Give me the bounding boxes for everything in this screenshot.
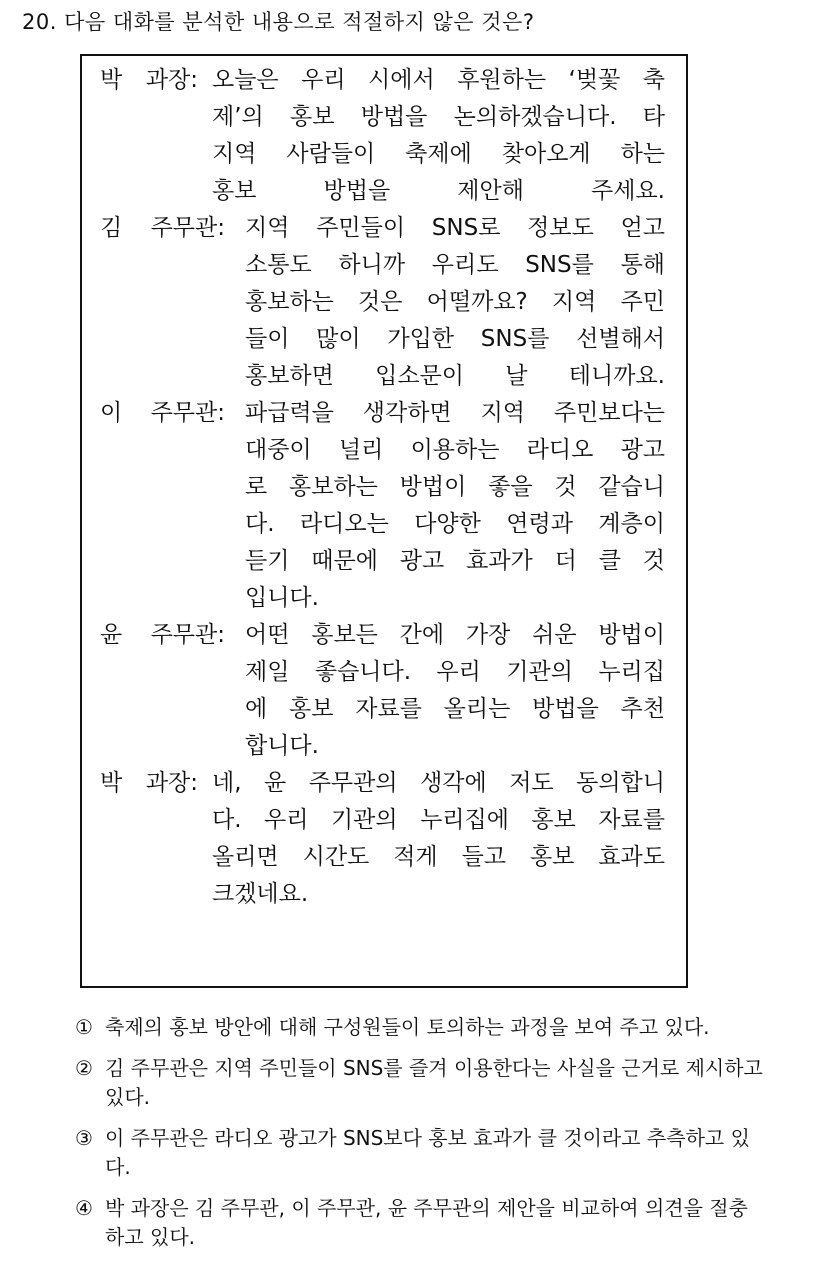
dialogue-line	[100, 654, 665, 691]
dialogue-line	[100, 432, 665, 469]
option-text: 박 과장은 김 주무관, 이 주무관, 윤 주무관의 제안을 비교하여 의견을 절충하고 있다.	[105, 1196, 748, 1249]
answer-option[interactable]	[75, 1013, 765, 1042]
dialogue	[100, 62, 665, 913]
answer-option[interactable]	[75, 1194, 765, 1252]
dialogue-text: 파급력을 생각하면 지역 주민보다는	[245, 400, 665, 426]
dialogue-line	[100, 136, 665, 173]
dialogue-line	[100, 99, 665, 136]
dialogue-text: 홍보하면 입소문이 날 테니까요.	[245, 363, 665, 389]
dialogue-line	[100, 210, 665, 247]
speaker-label: 김 주무관:	[100, 215, 225, 241]
speaker-label: 윤 주무관:	[100, 622, 225, 648]
dialogue-text: 로 홍보하는 방법이 좋을 것 같습니	[245, 474, 665, 500]
dialogue-line	[100, 321, 665, 358]
dialogue-line	[100, 173, 665, 210]
dialogue-line	[100, 469, 665, 506]
answer-option[interactable]	[75, 1124, 765, 1182]
dialogue-line	[100, 358, 665, 395]
dialogue-line	[100, 284, 665, 321]
option-number: ④	[75, 1196, 93, 1220]
dialogue-text: 홍보하는 것은 어떨까요? 지역 주민	[245, 289, 665, 315]
dialogue-text: 다. 라디오는 다양한 연령과 계층이	[245, 511, 665, 537]
dialogue-text: 오늘은 우리 시에서 후원하는 ‘벚꽃 축	[212, 67, 665, 93]
dialogue-line	[100, 839, 665, 876]
dialogue-line	[100, 395, 665, 432]
dialogue-text: 지역 주민들이 SNS로 정보도 얻고	[245, 215, 665, 241]
dialogue-line	[100, 876, 665, 913]
dialogue-line	[100, 617, 665, 654]
option-number: ①	[75, 1015, 93, 1039]
dialogue-text: 입니다.	[245, 585, 319, 611]
dialogue-line	[100, 247, 665, 284]
dialogue-text: 크겠네요.	[212, 881, 309, 907]
option-number: ③	[75, 1126, 93, 1150]
dialogue-text: 다. 우리 기관의 누리집에 홍보 자료를	[212, 807, 665, 833]
dialogue-line	[100, 802, 665, 839]
dialogue-text: 에 홍보 자료를 올리는 방법을 추천	[245, 696, 665, 722]
dialogue-line	[100, 543, 665, 580]
dialogue-text: 듣기 때문에 광고 효과가 더 클 것	[245, 548, 665, 574]
dialogue-text: 지역 사람들이 축제에 찾아오게 하는	[212, 141, 665, 167]
answer-options	[75, 1013, 765, 1264]
question-title: 20. 다음 대화를 분석한 내용으로 적절하지 않은 것은?	[22, 10, 535, 34]
dialogue-text: 네, 윤 주무관의 생각에 저도 동의합니	[212, 770, 665, 796]
dialogue-text: 올리면 시간도 적게 들고 홍보 효과도	[212, 844, 665, 870]
option-text: 김 주무관은 지역 주민들이 SNS를 즐겨 이용한다는 사실을 근거로 제시하고 있다.	[105, 1056, 763, 1109]
dialogue-line	[100, 765, 665, 802]
option-text: 축제의 홍보 방안에 대해 구성원들이 토의하는 과정을 보여 주고 있다.	[105, 1015, 710, 1039]
speaker-label: 이 주무관:	[100, 400, 225, 426]
answer-option[interactable]	[75, 1054, 765, 1112]
dialogue-line	[100, 62, 665, 99]
dialogue-text: 홍보 방법을 제안해 주세요.	[212, 178, 665, 204]
speaker-label: 박 과장:	[100, 67, 198, 93]
dialogue-line	[100, 580, 665, 617]
dialogue-line	[100, 691, 665, 728]
speaker-label: 박 과장:	[100, 770, 198, 796]
dialogue-line	[100, 728, 665, 765]
option-number: ②	[75, 1056, 93, 1080]
dialogue-text: 어떤 홍보든 간에 가장 쉬운 방법이	[245, 622, 665, 648]
option-text: 이 주무관은 라디오 광고가 SNS보다 홍보 효과가 클 것이라고 추측하고 있다.	[105, 1126, 750, 1179]
dialogue-text: 소통도 하니까 우리도 SNS를 통해	[245, 252, 665, 278]
dialogue-text: 제’의 홍보 방법을 논의하겠습니다. 타	[212, 104, 665, 130]
dialogue-text: 합니다.	[245, 733, 319, 759]
dialogue-text: 들이 많이 가입한 SNS를 선별해서	[245, 326, 665, 352]
dialogue-line	[100, 506, 665, 543]
dialogue-text: 대중이 널리 이용하는 라디오 광고	[245, 437, 665, 463]
dialogue-text: 제일 좋습니다. 우리 기관의 누리집	[245, 659, 665, 685]
